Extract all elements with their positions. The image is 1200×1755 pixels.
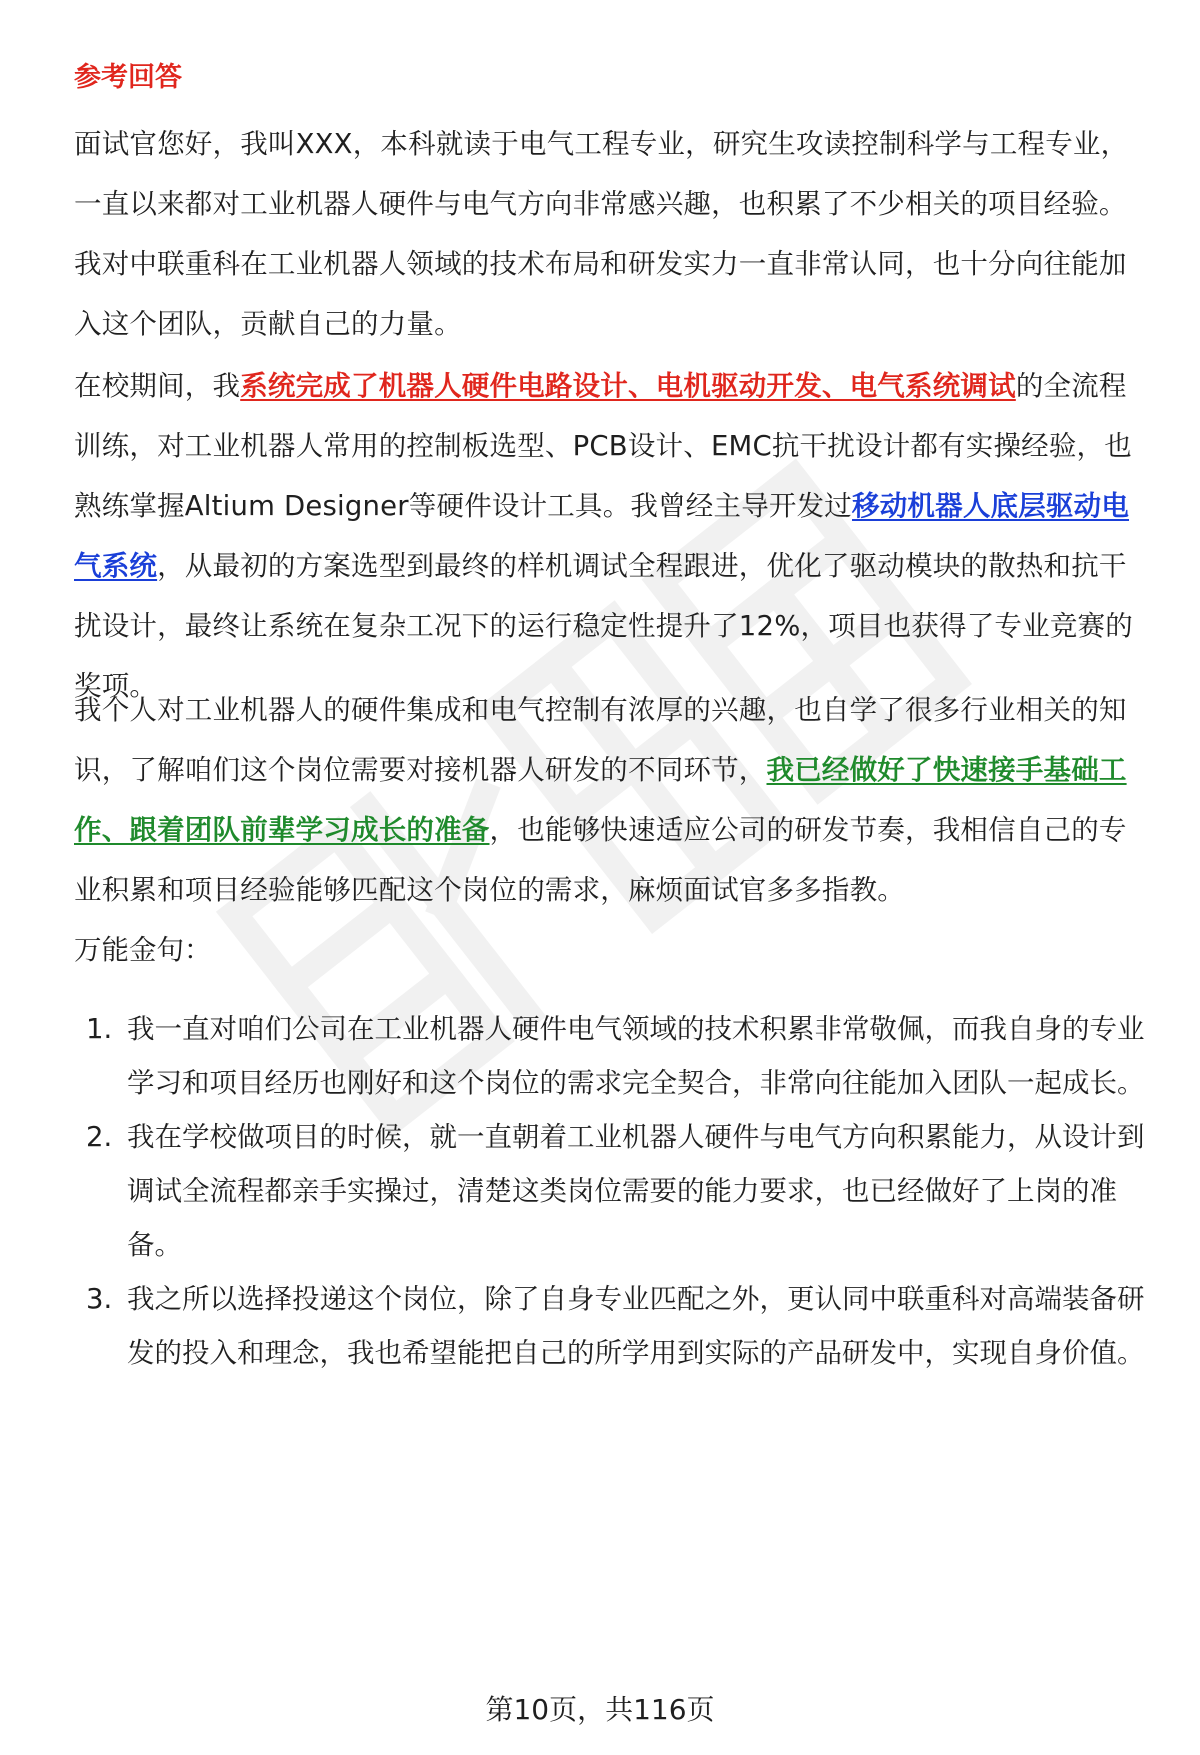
interest-paragraph	[74, 680, 1154, 920]
school-text-middle: 的全流程训练，对工业机器人常用的控制板选型、PCB设计、EMC抗干扰设计都有实操经验，也熟练掌握Altium Designer等硬件设计工具。我曾经主导开发过	[74, 370, 1132, 522]
list-item	[74, 1272, 1154, 1380]
school-paragraph	[74, 356, 1154, 716]
list-item-number: 2.	[86, 1121, 113, 1153]
list-item-number: 1.	[86, 1013, 113, 1045]
list-item	[74, 1002, 1154, 1110]
school-text-prefix: 在校期间，我	[74, 370, 241, 402]
intro-paragraph: 面试官您好，我叫XXX，本科就读于电气工程专业，研究生攻读控制科学与工程专业，一直以来都对工业机器人硬件与电气方向非常感兴趣，也积累了不少相关的项目经验。我对中联重科在工业机器人领域的技术布局和研发实力一直非常认同，也十分向往能加入这个团队，贡献自己的力量。	[74, 128, 1129, 340]
school-text-suffix: ，从最初的方案选型到最终的样机调试全程跟进，优化了驱动模块的散热和抗干扰设计，最终让系统在复杂工况下的运行稳定性提升了12%，项目也获得了专业竞赛的奖项。	[74, 550, 1133, 702]
list-item-text: 我在学校做项目的时候，就一直朝着工业机器人硬件与电气方向积累能力，从设计到调试全流程都亲手实操过，清楚这类岗位需要的能力要求，也已经做好了上岗的准备。	[127, 1121, 1145, 1261]
page-number-footer: 第10页，共116页	[485, 1693, 715, 1726]
section-heading: 参考回答	[74, 62, 182, 93]
interest-text-suffix: ，也能够快速适应公司的研发节奏，我相信自己的专业积累和项目经验能够匹配这个岗位的需求，麻烦面试官多多指教。	[74, 814, 1127, 906]
golden-sentences-list	[74, 1002, 1154, 1380]
list-item-text: 我之所以选择投递这个岗位，除了自身专业匹配之外，更认同中联重科对高端装备研发的投入和理念，我也希望能把自己的所学用到实际的产品研发中，实现自身价值。	[127, 1283, 1145, 1369]
highlight-readiness: 我已经做好了快速接手基础工作、跟着团队前辈学习成长的准备	[74, 754, 1127, 846]
list-item-text: 我一直对咱们公司在工业机器人硬件电气领域的技术积累非常敬佩，而我自身的专业学习和项目经历也刚好和这个岗位的需求完全契合，非常向往能加入团队一起成长。	[127, 1013, 1145, 1099]
highlight-hardware-training: 系统完成了机器人硬件电路设计、电机驱动开发、电气系统调试	[240, 370, 1016, 402]
interest-text-prefix: 我个人对工业机器人的硬件集成和电气控制有浓厚的兴趣，也自学了很多行业相关的知识，了解咱们这个岗位需要对接机器人研发的不同环节，	[74, 694, 1127, 786]
highlight-project-name: 移动机器人底层驱动电气系统	[74, 490, 1130, 582]
list-item-number: 3.	[86, 1283, 113, 1315]
golden-sentences-label: 万能金句：	[74, 934, 212, 966]
list-item	[74, 1110, 1154, 1272]
